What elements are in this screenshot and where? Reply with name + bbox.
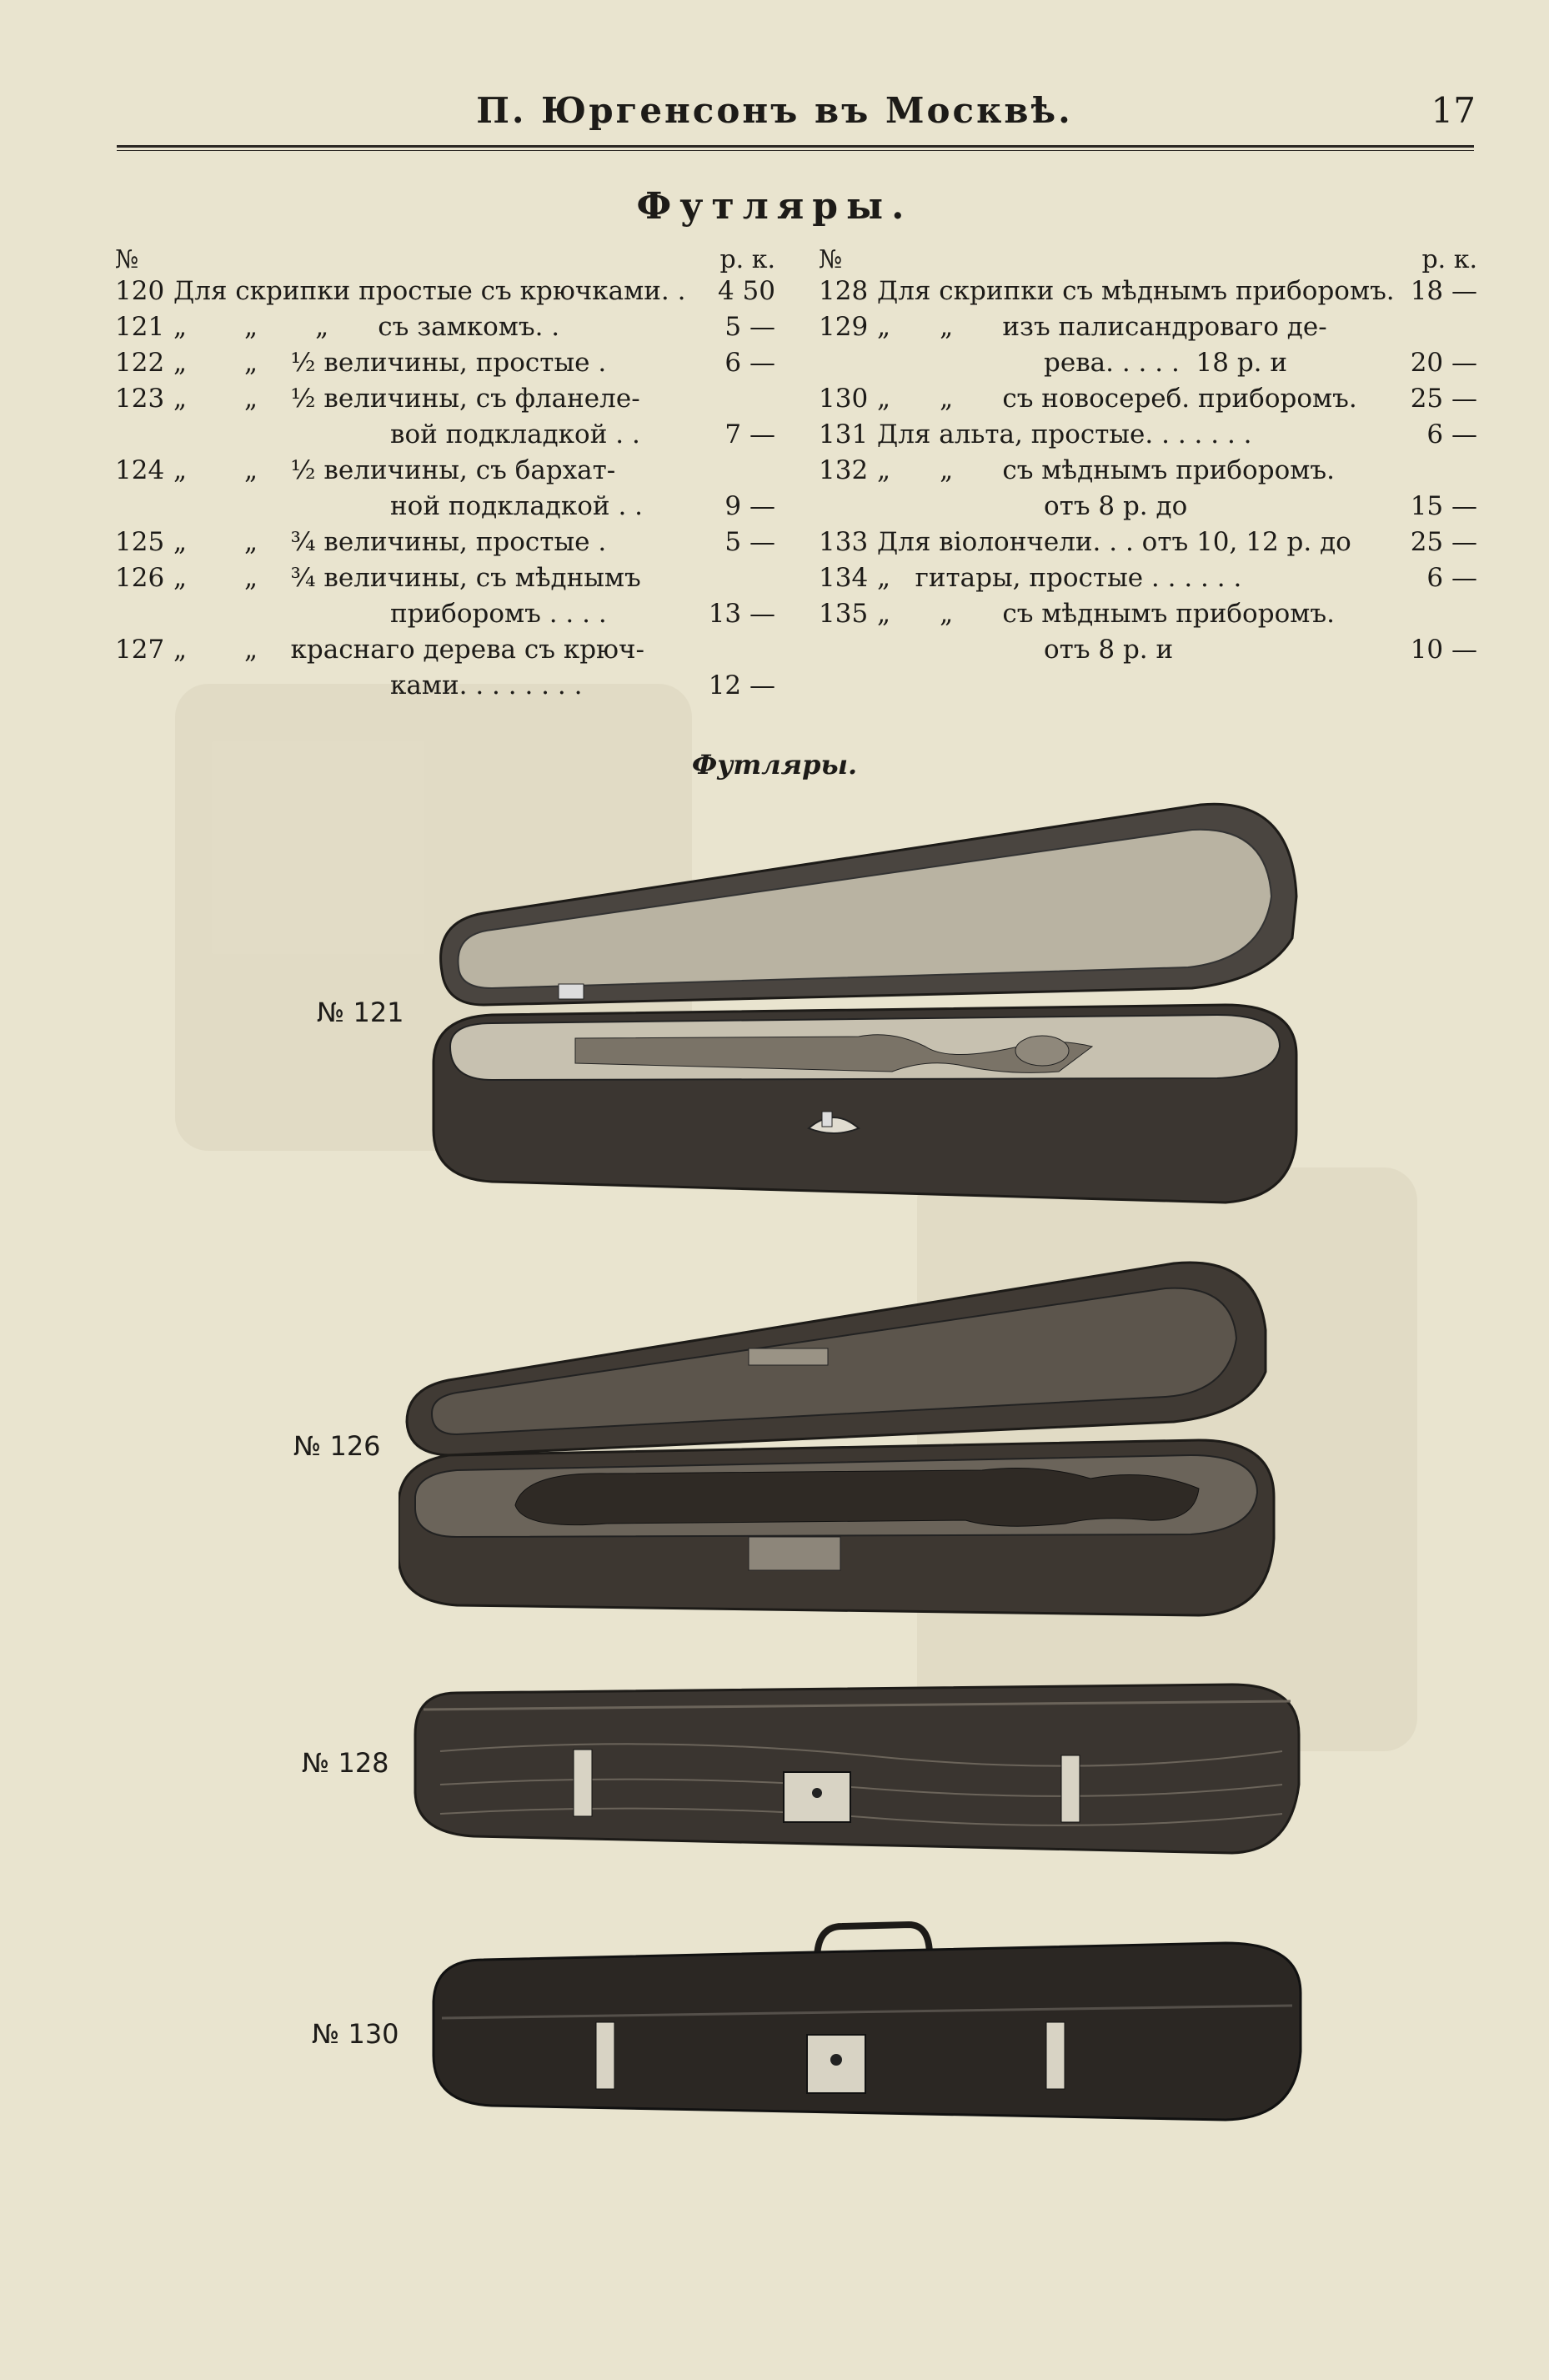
item-price	[695, 453, 775, 489]
item-description	[173, 345, 775, 381]
item-number: 130	[819, 384, 869, 414]
item-line	[877, 489, 1477, 525]
page-number: 17	[1431, 90, 1476, 131]
price-item-132	[819, 453, 1477, 525]
item-description	[877, 525, 1477, 560]
item-price	[1397, 453, 1477, 489]
item-number: 122	[115, 348, 165, 378]
item-price: 18 —	[1410, 276, 1477, 306]
item-line	[173, 632, 775, 668]
item-price: 25 —	[1410, 527, 1477, 557]
figure-label-130: № 130	[312, 2018, 399, 2050]
figure-label-121: № 121	[317, 997, 404, 1028]
price-item-127	[115, 632, 775, 704]
running-header: П. Юргенсонъ въ Москвѣ.	[476, 90, 1073, 131]
currency-header: р. к.	[719, 245, 775, 274]
item-price: 5 —	[724, 312, 775, 342]
item-line	[173, 417, 775, 453]
item-number: 129	[819, 312, 869, 342]
item-line	[173, 309, 775, 345]
item-text: „ „ ¾ величины, съ мѣднымъ	[173, 563, 641, 593]
item-description	[877, 453, 1477, 525]
item-price	[695, 560, 775, 596]
item-line	[173, 560, 775, 596]
item-price: 10 —	[1410, 635, 1477, 665]
price-item-126	[115, 560, 775, 632]
item-price	[1397, 309, 1477, 345]
item-line	[877, 560, 1477, 596]
item-line	[877, 345, 1477, 381]
item-price: 7 —	[724, 419, 775, 449]
item-description	[173, 381, 775, 453]
item-number: 135	[819, 599, 869, 629]
item-number: 120	[115, 276, 165, 306]
item-text: вой подкладкой . .	[390, 419, 640, 449]
item-text: отъ 8 р. и	[1044, 635, 1174, 665]
item-number: 121	[115, 312, 165, 342]
item-line	[877, 309, 1477, 345]
item-description	[173, 309, 775, 345]
item-text: „ „ ½ величины, съ бархат-	[173, 455, 616, 485]
price-item-123	[115, 381, 775, 453]
item-price: 6 —	[1426, 563, 1477, 593]
price-item-122	[115, 345, 775, 381]
item-price: 5 —	[724, 527, 775, 557]
item-description	[173, 632, 775, 704]
item-line	[173, 489, 775, 525]
price-item-130	[819, 381, 1477, 417]
violin-case-128-illustration	[407, 1676, 1307, 1860]
item-number: 128	[819, 276, 869, 306]
violin-case-126-illustration	[399, 1255, 1299, 1622]
item-price: 6 —	[1426, 419, 1477, 449]
left-item-list	[115, 274, 775, 704]
item-text: отъ 8 р. до	[1044, 491, 1188, 521]
price-list-left	[115, 242, 775, 704]
price-item-120	[115, 274, 775, 309]
price-item-129	[819, 309, 1477, 381]
item-line	[173, 596, 775, 632]
item-text: „ „ ½ величины, съ фланеле-	[173, 384, 640, 414]
item-description	[877, 309, 1477, 381]
item-price: 6 —	[724, 348, 775, 378]
figure-caption: Футляры.	[691, 749, 858, 781]
item-line	[877, 381, 1477, 417]
column-header	[115, 242, 775, 274]
number-header: №	[115, 245, 139, 274]
item-price	[695, 632, 775, 668]
item-text: ками. . . . . . . .	[390, 670, 583, 700]
item-line	[877, 596, 1477, 632]
item-line	[877, 274, 1477, 309]
item-number: 123	[115, 384, 165, 414]
item-text: ной подкладкой . .	[390, 491, 644, 521]
price-item-128	[819, 274, 1477, 309]
item-price: 13 —	[708, 599, 775, 629]
item-line	[877, 525, 1477, 560]
item-line	[173, 525, 775, 560]
price-item-134	[819, 560, 1477, 596]
item-price: 25 —	[1410, 384, 1477, 414]
item-number: 134	[819, 563, 869, 593]
item-number: 132	[819, 455, 869, 485]
item-price: 15 —	[1410, 491, 1477, 521]
column-header	[819, 242, 1477, 274]
item-description	[173, 274, 775, 309]
item-number: 133	[819, 527, 869, 557]
price-item-125	[115, 525, 775, 560]
item-description	[173, 453, 775, 525]
item-line	[173, 274, 775, 309]
item-line	[173, 668, 775, 704]
item-description	[877, 417, 1477, 453]
item-description	[877, 381, 1477, 417]
price-item-133	[819, 525, 1477, 560]
item-line	[173, 381, 775, 417]
item-text: „ „ краснаго дерева съ крюч-	[173, 635, 645, 665]
item-number: 126	[115, 563, 165, 593]
item-price	[695, 381, 775, 417]
item-price: 20 —	[1410, 348, 1477, 378]
header-rule	[117, 145, 1474, 148]
item-number: 127	[115, 635, 165, 665]
item-description	[173, 560, 775, 632]
item-line	[173, 345, 775, 381]
right-item-list	[819, 274, 1477, 668]
item-text: „ „ изъ палисандроваго де-	[877, 312, 1327, 342]
item-price: 9 —	[724, 491, 775, 521]
item-price: 4 50	[717, 276, 775, 306]
item-text: „ „ съ новосереб. приборомъ.	[877, 384, 1357, 414]
item-text: рева. . . . . 18 р. и	[1044, 348, 1288, 378]
item-text: „ „ съ мѣднымъ приборомъ.	[877, 455, 1335, 485]
header-rule-thin	[117, 150, 1474, 151]
item-text: „ „ „ съ замкомъ. .	[173, 312, 560, 342]
figure-label-128: № 128	[302, 1747, 389, 1779]
item-description	[877, 596, 1477, 668]
item-text: „ гитары, простые . . . . . .	[877, 563, 1242, 593]
item-text: „ „ ¾ величины, простые .	[173, 527, 607, 557]
item-number: 124	[115, 455, 165, 485]
violin-case-121-illustration	[425, 796, 1309, 1222]
item-text: „ „ ½ величины, простые .	[173, 348, 607, 378]
figure-label-126: № 126	[293, 1430, 381, 1462]
item-price: 12 —	[708, 670, 775, 700]
item-price	[1397, 596, 1477, 632]
item-description	[877, 274, 1477, 309]
price-item-135	[819, 596, 1477, 668]
violin-case-130-illustration	[425, 1910, 1309, 2126]
currency-header: р. к.	[1421, 245, 1477, 274]
item-line	[877, 632, 1477, 668]
price-item-121	[115, 309, 775, 345]
item-line	[173, 453, 775, 489]
number-header: №	[819, 245, 843, 274]
item-number: 131	[819, 419, 869, 449]
item-text: Для альта, простые. . . . . . .	[877, 419, 1252, 449]
item-text: Для скрипки простые съ крючками. .	[173, 276, 686, 306]
item-text: „ „ съ мѣднымъ приборомъ.	[877, 599, 1335, 629]
item-line	[877, 417, 1477, 453]
item-text: Для віолончели. . . отъ 10, 12 р. до	[877, 527, 1351, 557]
price-item-131	[819, 417, 1477, 453]
item-text: Для скрипки съ мѣднымъ приборомъ.	[877, 276, 1395, 306]
item-description	[877, 560, 1477, 596]
section-title: Футляры.	[636, 185, 913, 228]
item-number: 125	[115, 527, 165, 557]
item-text: приборомъ . . . .	[390, 599, 607, 629]
price-item-124	[115, 453, 775, 525]
price-list-right	[819, 242, 1477, 668]
item-line	[877, 453, 1477, 489]
item-description	[173, 525, 775, 560]
